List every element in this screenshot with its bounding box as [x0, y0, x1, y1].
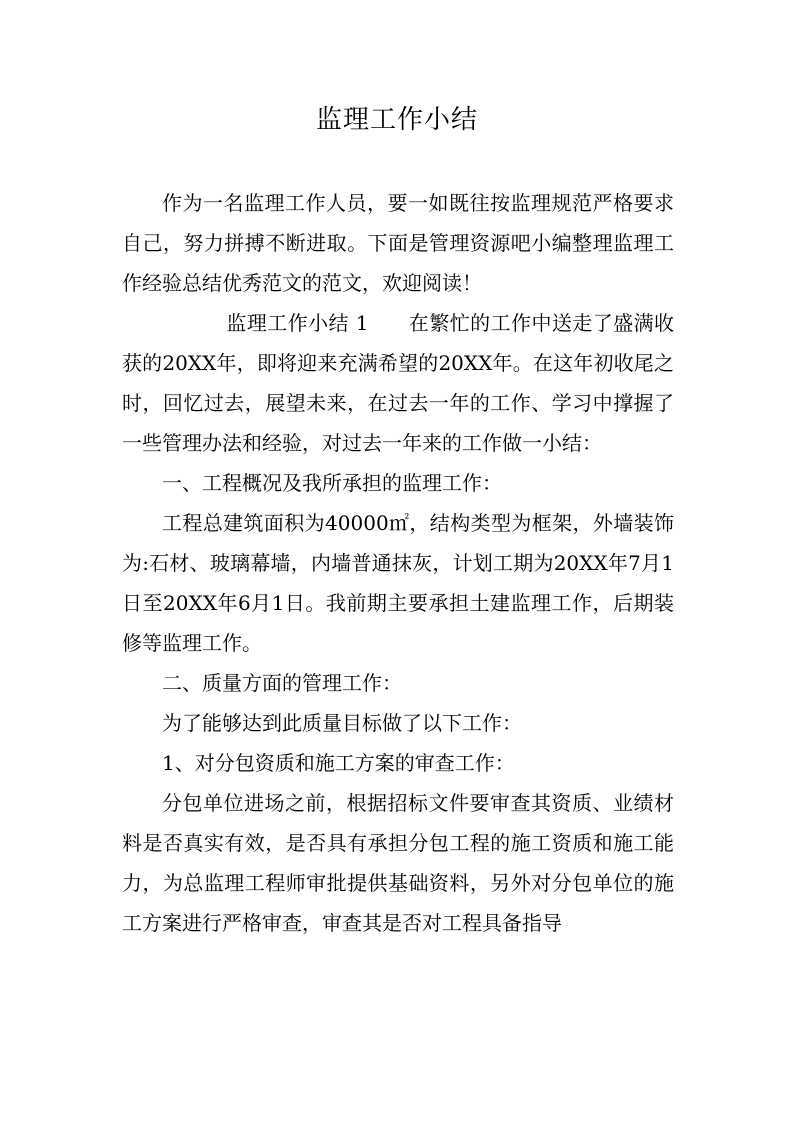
- document-title: 监理工作小结: [315, 105, 478, 135]
- section1-text: 在繁忙的工作中送走了盛满收获的20XX年，即将迎来充满希望的20XX年。在这年初收尾之时，回忆过去，展望未来，在过去一年的工作、学习中撑握了一些管理办法和经验，对过去一年来的工作做一小结：: [122, 311, 674, 455]
- subcontract-review-paragraph: 分包单位进场之前，根据招标文件要审查其资质、业绩材料是否真实有效，是否具有承担分包工程的施工资质和施工能力，为总监理工程师审批提供基础资料，另外对分包单位的施工方案进行严格审查，审查其是否对工程具备指导: [122, 791, 674, 935]
- overview-paragraph: 工程总建筑面积为40000㎡，结构类型为框架，外墙装饰为:石材、玻璃幕墙，内墙普通抹灰，计划工期为20XX年7月1日至20XX年6月1日。我前期主要承担土建监理工作，后期装修等监理工作。: [122, 511, 674, 655]
- section-heading-overview: 一、工程概况及我所承担的监理工作：: [162, 471, 502, 495]
- intro-paragraph: 作为一名监理工作人员，要一如既往按监理规范严格要求自己，努力拼搏不断进取。下面是管理资源吧小编整理监理工作经验总结优秀范文的范文，欢迎阅读！: [122, 191, 674, 295]
- quality-intro-paragraph: 为了能够达到此质量目标做了以下工作：: [162, 711, 522, 735]
- document-body: [122, 183, 674, 943]
- section1-heading: 监理工作小结 1: [226, 311, 369, 335]
- subheading-subcontract-review: 1、对分包资质和施工方案的审查工作：: [162, 751, 515, 775]
- section-heading-quality: 二、质量方面的管理工作：: [162, 671, 402, 695]
- section1-paragraph: [122, 303, 674, 463]
